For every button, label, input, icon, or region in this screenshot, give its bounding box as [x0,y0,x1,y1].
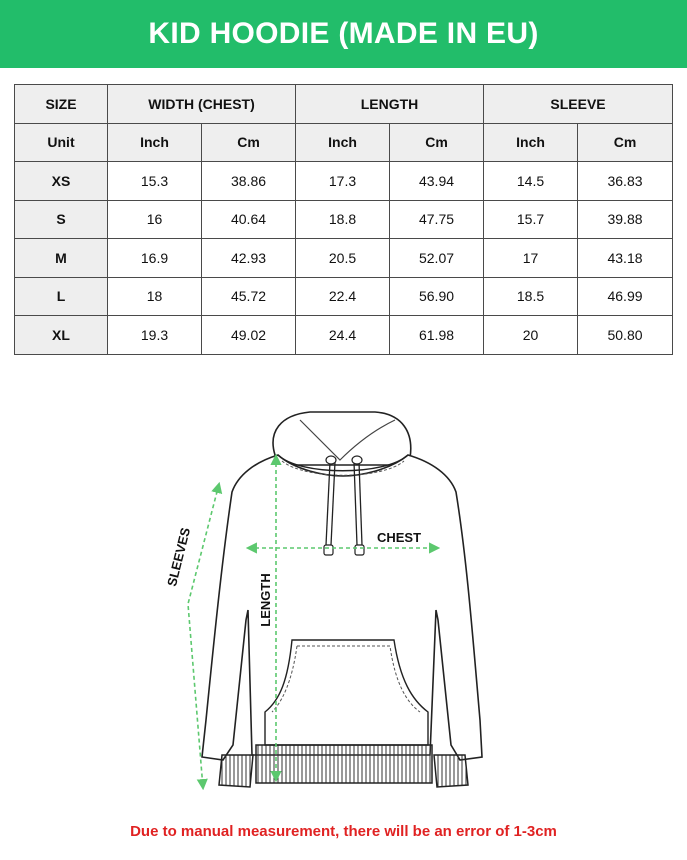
chest-label: CHEST [376,530,422,545]
table-cell: 17 [484,239,578,278]
size-label: L [15,277,108,316]
header-length: LENGTH [296,85,484,124]
table-cell: 16.9 [108,239,202,278]
table-cell: 42.93 [202,239,296,278]
table-cell: 45.72 [202,277,296,316]
hoodie-diagram [0,380,687,810]
size-label: XL [15,316,108,355]
table-cell: 20.5 [296,239,390,278]
title-banner [0,0,687,68]
unit-cell: Cm [390,123,484,162]
table-cell: 18.5 [484,277,578,316]
table-cell: 49.02 [202,316,296,355]
measurement-note: Due to manual measurement, there will be an error of 1-3cm [130,823,557,840]
table-cell: 15.7 [484,200,578,239]
table-header-row [15,85,673,124]
size-label: S [15,200,108,239]
table-row [15,200,673,239]
table-cell: 18.8 [296,200,390,239]
table-cell: 46.99 [578,277,673,316]
table-cell: 40.64 [202,200,296,239]
size-label: M [15,239,108,278]
table-cell: 18 [108,277,202,316]
table-row [15,239,673,278]
header-size: SIZE [15,85,108,124]
unit-cell: Unit [15,123,108,162]
hood-outline [273,412,411,465]
waistband [256,745,432,783]
table-cell: 47.75 [390,200,484,239]
unit-cell: Inch [484,123,578,162]
unit-cell: Inch [296,123,390,162]
size-chart-table [14,84,673,355]
page-title: KID HOODIE (MADE IN EU) [148,17,539,50]
table-row [15,162,673,201]
table-row [15,277,673,316]
header-width-chest: WIDTH (CHEST) [108,85,296,124]
table-cell: 17.3 [296,162,390,201]
table-cell: 39.88 [578,200,673,239]
table-cell: 15.3 [108,162,202,201]
unit-cell: Inch [108,123,202,162]
unit-cell: Cm [578,123,673,162]
table-cell: 56.90 [390,277,484,316]
table-cell: 50.80 [578,316,673,355]
right-cuff [434,755,468,787]
table-cell: 43.94 [390,162,484,201]
unit-cell: Cm [202,123,296,162]
table-cell: 61.98 [390,316,484,355]
table-cell: 43.18 [578,239,673,278]
table-cell: 24.4 [296,316,390,355]
table-cell: 36.83 [578,162,673,201]
length-label: LENGTH [258,573,273,627]
size-label: XS [15,162,108,201]
sleeves-label: SLEEVES [164,526,194,588]
table-row [15,316,673,355]
table-cell: 20 [484,316,578,355]
table-cell: 38.86 [202,162,296,201]
table-cell: 14.5 [484,162,578,201]
header-sleeve: SLEEVE [484,85,673,124]
table-cell: 19.3 [108,316,202,355]
table-cell: 16 [108,200,202,239]
table-cell: 52.07 [390,239,484,278]
left-cuff [219,755,253,787]
table-unit-row [15,123,673,162]
table-cell: 22.4 [296,277,390,316]
